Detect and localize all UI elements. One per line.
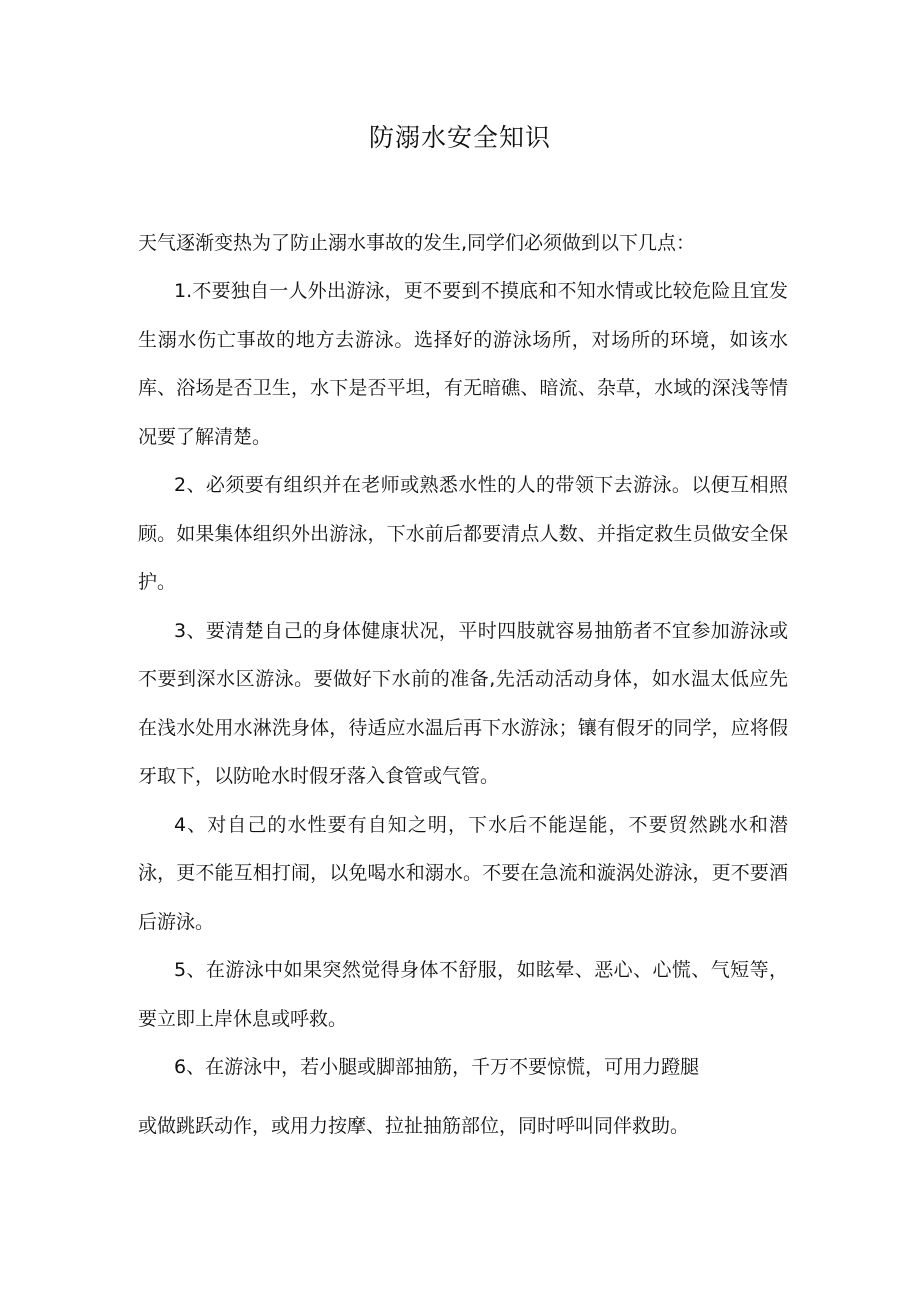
safety-item-2: 2、必须要有组织并在老师或熟悉水性的人的带领下去游泳。以便互相照顾。如果集体组织外出游泳，下水前后都要清点人数、并指定救生员做安全保护。 — [138, 474, 788, 593]
safety-item-6: 6、在游泳中，若小腿或脚部抽筋，千万不要惊慌，可用力蹬腿 — [174, 1056, 700, 1078]
safety-item-5: 5、在游泳中如果突然觉得身体不舒服，如眩晕、恶心、心慌、气短等，要立即上岸休息或呼救。 — [138, 959, 788, 1030]
safety-item-4: 4、对自己的水性要有自知之明，下水后不能逞能，不要贸然跳水和潜泳，更不能互相打闹，以免喝水和溺水。不要在急流和漩涡处游泳，更不要酒后游泳。 — [138, 813, 788, 933]
document-title: 防溺水安全知识 — [368, 123, 551, 152]
safety-items — [138, 267, 788, 1150]
safety-item-1: 1.不要独自一人外出游泳，更不要到不摸底和不知水情或比较危险且宜发生溺水伤亡事故的地方去游泳。选择好的游泳场所，对场所的环境，如该水库、浴场是否卫生，水下是否平坦，有无暗礁、暗流、杂草，水域的深浅等情况要了解清楚。 — [138, 280, 788, 448]
safety-item-3: 3、要清楚自己的身体健康状况，平时四肢就容易抽筋者不宜参加游泳或不要到深水区游泳。要做好下水前的准备,先活动活动身体，如水温太低应先在浅水处用水淋洗身体，待适应水温后再下水游泳；镶有假牙的同学，应将假牙取下，以防呛水时假牙落入食管或气管。 — [138, 619, 788, 787]
intro-paragraph: 天气逐渐变热为了防止溺水事故的发生,同学们必须做到以下几点： — [138, 232, 696, 254]
safety-item-6-continued: 或做跳跃动作，或用力按摩、拉扯抽筋部位，同时呼叫同伴救助。 — [138, 1114, 690, 1137]
